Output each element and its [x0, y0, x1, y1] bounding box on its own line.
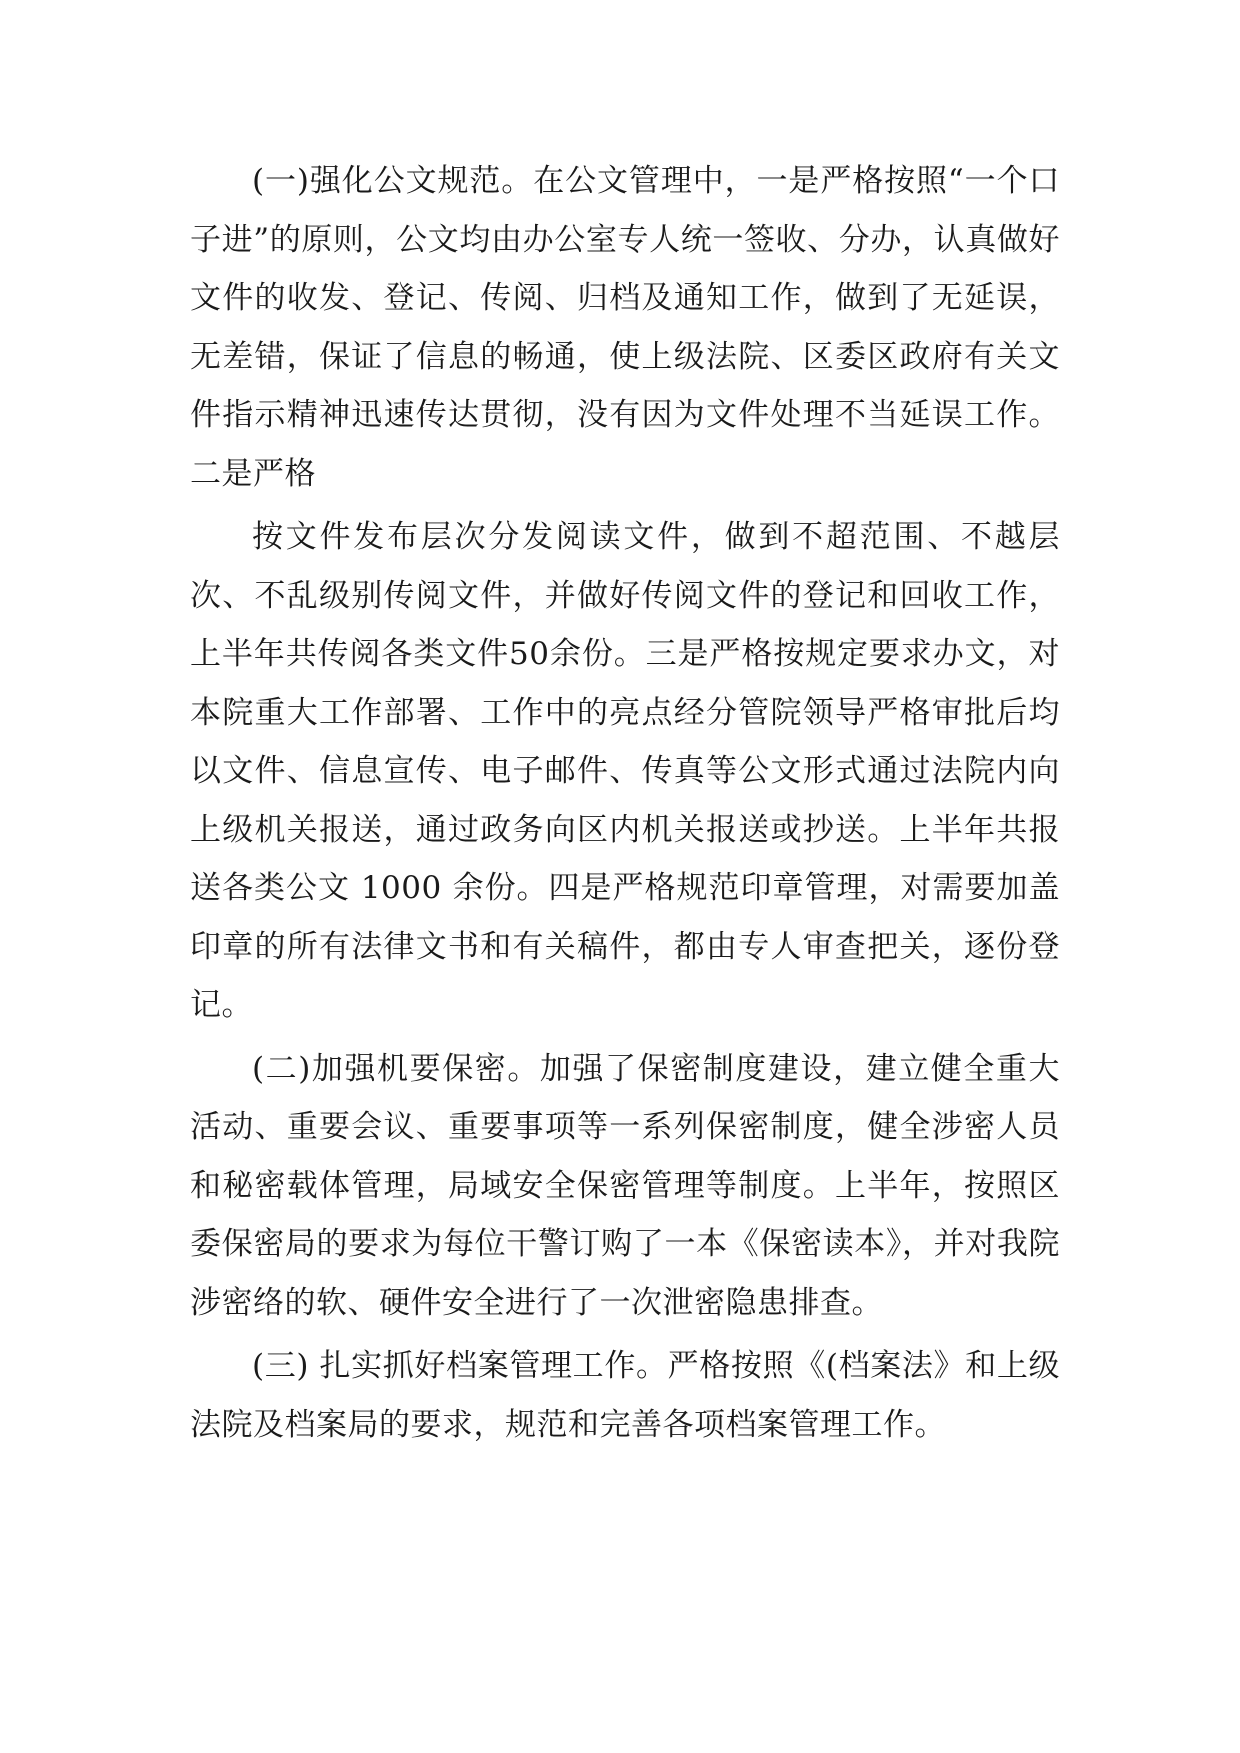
paragraph-confidentiality: (二)加强机要保密。加强了保密制度建设，建立健全重大活动、重要会议、重要事项等一系列保密制度，健全涉密人员和秘密载体管理，局域安全保密管理等制度。上半年，按照区委保密局的要求为每位干警订购了一本《保密读本》，并对我院涉密络的软、硬件安全进行了一次泄密隐患排查。: [190, 1050, 1060, 1321]
document-body: [190, 152, 1060, 1459]
paragraph-archive-management: (三) 扎实抓好档案管理工作。严格按照《(档案法》和上级法院及档案局的要求，规范和完善各项档案管理工作。: [190, 1348, 1060, 1443]
paragraph-document-standards: (一)强化公文规范。在公文管理中，一是严格按照“一个口子进”的原则，公文均由办公室专人统一签收、分办，认真做好文件的收发、登记、传阅、归档及通知工作，做到了无延误，无差错，保证了信息的畅通，使上级法院、区委区政府有关文件指示精神迅速传达贯彻，没有因为文件处理不当延误工作。二是严格: [190, 163, 1060, 492]
paragraph-document-circulation: 按文件发布层次分发阅读文件，做到不超范围、不越层次、不乱级别传阅文件，并做好传阅文件的登记和回收工作，上半年共传阅各类文件50余份。三是严格按规定要求办文，对本院重大工作部署、工作中的亮点经分管院领导严格审批后均以文件、信息宣传、电子邮件、传真等公文形式通过法院内向上级机关报送，通过政务向区内机关报送或抄送。上半年共报送各类公文 1000 余份。四是严格规范印章管理，对需要加盖印章的所有法律文书和有关稿件，都由专人审查把关，逐份登记。: [190, 519, 1060, 1023]
